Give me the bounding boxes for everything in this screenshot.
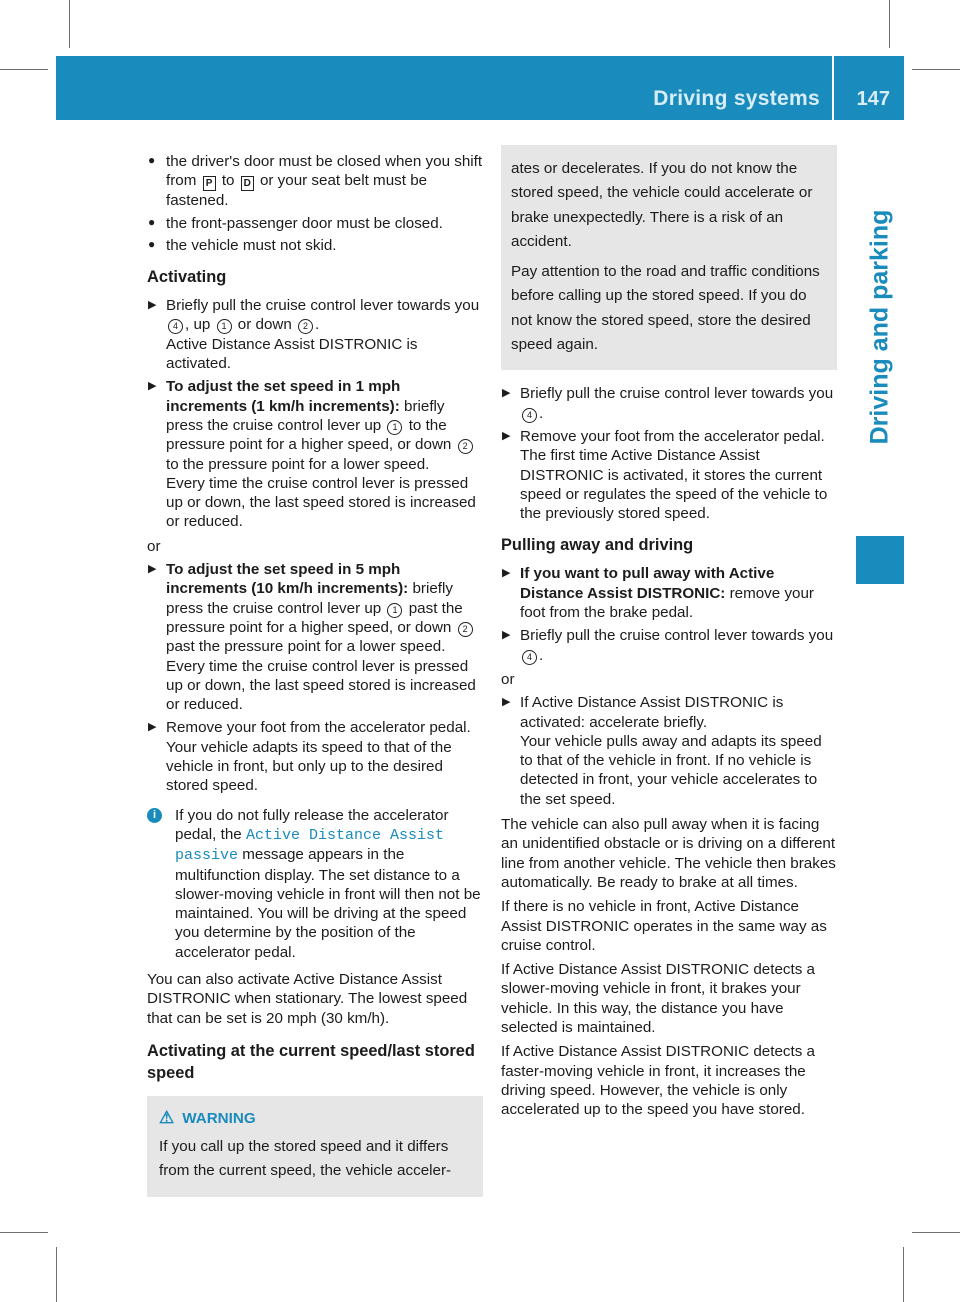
- step-arrow-icon: ▶: [502, 429, 511, 442]
- or-text: or: [147, 537, 161, 555]
- warning-box: [147, 1096, 483, 1197]
- paragraph: If there is no vehicle in front, Active Distance Assist DISTRONIC operates in the same way as cruise control.: [501, 898, 827, 954]
- warning-text: If you call up the stored speed and it differs from the current speed, the vehicle acceler-: [159, 1137, 452, 1179]
- step-arrow-icon: ▶: [148, 299, 157, 312]
- step-arrow-icon: ▶: [502, 387, 511, 400]
- step-result: Every time the cruise control lever is pressed up or down, the last speed stored is increased or reduced.: [166, 657, 476, 714]
- step-item: ▶ Remove your foot from the accelerator pedal. Your vehicle adapts its speed to that of the vehicle in front, but only up to the desired stored speed.: [148, 719, 471, 795]
- step-item: ▶ Remove your foot from the accelerator pedal. The first time Active Distance Assist DISTRONIC is activated, it stores the current speed or regulates the speed of the vehicle to the previously stored speed.: [502, 427, 828, 523]
- step-arrow-icon: ▶: [148, 721, 157, 734]
- warning-title: ⚠ WARNING: [159, 1107, 256, 1127]
- crop-mark: [889, 0, 890, 48]
- crop-mark: [0, 69, 48, 70]
- crop-mark: [912, 1232, 960, 1233]
- step-item: ▶ If you want to pull away with Active Distance Assist DISTRONIC: remove your foot from the brake pedal.: [502, 565, 814, 622]
- step-result: Your vehicle adapts its speed to that of the vehicle in front, but only up to the desired stored speed.: [166, 738, 452, 795]
- bullet-icon: ●: [148, 153, 156, 167]
- callout-1: 1: [387, 420, 402, 435]
- header-bar: [56, 56, 904, 120]
- heading-current-speed: Activating at the current speed/last stored speed: [147, 1041, 475, 1082]
- paragraph: You can also activate Active Distance Assist DISTRONIC when stationary. The lowest speed that can be set is 20 mph (30 km/h).: [147, 970, 468, 1027]
- crop-mark: [912, 69, 960, 70]
- page-number: 147: [856, 88, 890, 110]
- step-item: ▶ Briefly pull the cruise control lever towards you 4 , up 1 or down 2 . Active Distance Assist DISTRONIC is activated.: [148, 297, 480, 373]
- step-arrow-icon: ▶: [502, 696, 511, 709]
- bullet-item: ● the front-passenger door must be closed.: [148, 214, 443, 232]
- bullet-item: ● the driver's door must be closed when you shift from P to D or your seat belt must be fastened.: [148, 153, 483, 210]
- paragraph: The vehicle can also pull away when it is facing an unidentified obstacle or is driving on a different line from another vehicle. The vehicle then brakes automatically. Be ready to brake at all times.: [501, 816, 836, 891]
- display-message: Active Distance Assist passive: [175, 826, 444, 865]
- warning-triangle-icon: ⚠: [159, 1107, 175, 1127]
- callout-4: 4: [522, 650, 537, 665]
- step-item: ▶ Briefly pull the cruise control lever towards you 4 .: [502, 627, 834, 664]
- crop-mark: [56, 1247, 57, 1302]
- callout-2: 2: [458, 439, 473, 454]
- bullet-icon: ●: [148, 236, 156, 251]
- callout-1: 1: [387, 603, 402, 618]
- heading-pulling-away: Pulling away and driving: [501, 536, 694, 555]
- warning-box-continued: [501, 145, 837, 370]
- right-column: [501, 145, 837, 1122]
- step-arrow-icon: ▶: [148, 380, 157, 393]
- info-note: i If you do not fully release the accelerator pedal, the Active Distance Assist passive message appears in the multifunction display. The set distance to a slower-moving vehicle in front will then not be maintained. You will be driving at the speed you determine by the position of the accelerator pedal.: [147, 806, 483, 962]
- info-icon: i: [147, 808, 162, 823]
- step-item: ▶ Briefly pull the cruise control lever towards you 4 .: [502, 385, 834, 422]
- callout-4: 4: [522, 408, 537, 423]
- callout-2: 2: [298, 319, 313, 334]
- warning-text: ates or decelerates. If you do not know the stored speed, the vehicle could accelerate or brake unexpectedly. There is a risk of an accident.: [511, 160, 813, 250]
- step-arrow-icon: ▶: [502, 629, 511, 642]
- paragraph: If Active Distance Assist DISTRONIC detects a slower-moving vehicle in front, it brakes your vehicle. In this way, the distance you have selected is maintained.: [501, 961, 815, 1036]
- gear-p-symbol: P: [203, 176, 216, 191]
- warning-text: Pay attention to the road and traffic conditions before calling up the stored speed. If you do not know the stored speed, store the desired speed again.: [511, 263, 820, 354]
- gear-d-symbol: D: [241, 176, 254, 191]
- bullet-icon: ●: [148, 214, 156, 229]
- step-result: Active Distance Assist DISTRONIC is activated.: [166, 335, 418, 373]
- step-result: Every time the cruise control lever is pressed up or down, the last speed stored is increased or reduced.: [166, 474, 476, 531]
- side-tab-marker: [856, 536, 904, 584]
- or-text: or: [501, 670, 515, 688]
- callout-2: 2: [458, 622, 473, 637]
- bullet-item: ● the vehicle must not skid.: [148, 236, 337, 254]
- step-item: ▶ To adjust the set speed in 1 mph increments (1 km/h increments): briefly press the cruise control lever up 1 to the pressure point for a higher speed, or down 2 to the pressure point for a lower speed. Every time the cruise control lever is pressed up or down, the last speed stored is increased or reduced.: [148, 378, 476, 531]
- side-tab: [856, 125, 904, 530]
- step-result: Your vehicle pulls away and adapts its speed to that of the vehicle in front. If no vehicle is detected in front, your vehicle accelerates to the set speed.: [520, 732, 822, 808]
- callout-1: 1: [217, 319, 232, 334]
- section-title: Driving systems: [653, 87, 820, 110]
- paragraph: If Active Distance Assist DISTRONIC detects a faster-moving vehicle in front, it increases the driving speed. However, the vehicle is only accelerated up to the speed you have stored.: [501, 1043, 815, 1119]
- crop-mark: [0, 1232, 48, 1233]
- step-item: ▶ If Active Distance Assist DISTRONIC is activated: accelerate briefly. Your vehicle pulls away and adapts its speed to that of the vehicle in front. If no vehicle is detected in front, your vehicle accelerates to the set speed.: [502, 694, 822, 808]
- step-item: ▶ To adjust the set speed in 5 mph increments (10 km/h increments): briefly press the cruise control lever up 1 past the pressure point for a higher speed, or down 2 past the pressure point for a lower speed. Every time the cruise control lever is pressed up or down, the last speed stored is increased or reduced.: [148, 561, 476, 714]
- step-arrow-icon: ▶: [148, 563, 157, 576]
- heading-activating: Activating: [147, 268, 227, 287]
- side-tab-label: Driving and parking: [865, 209, 894, 445]
- header-divider: [832, 56, 834, 120]
- step-result: The first time Active Distance Assist DISTRONIC is activated, it stores the current speed or regulates the speed of the vehicle to the previously stored speed.: [520, 447, 828, 523]
- left-column: [147, 152, 483, 1197]
- callout-4: 4: [168, 319, 183, 334]
- crop-mark: [903, 1247, 904, 1302]
- crop-mark: [69, 0, 70, 48]
- step-arrow-icon: ▶: [502, 567, 511, 580]
